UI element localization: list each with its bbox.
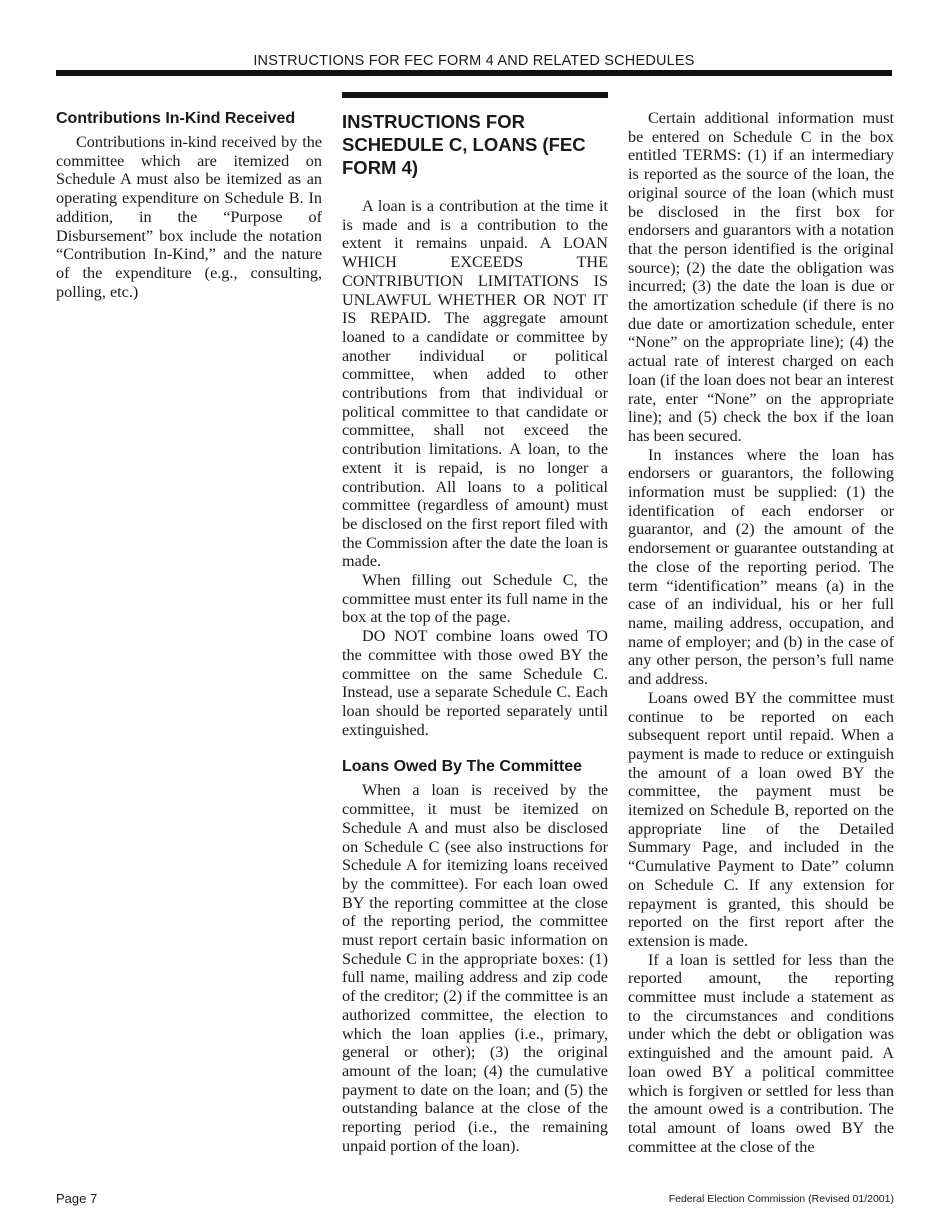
- section-rule: [342, 92, 608, 98]
- paragraph: In instances where the loan has endorsers or guarantors, the following information must be supplied: (1) the identification of each endorser or guarantor, and (2) the amount of the endorsement or guarantee outstanding at the close of the reporting period. The term “identification” means (a) in the case of an individual, his or her full name, mailing address, occupation, and name of employer; and (b) in the case of any other person, the person’s full name and address.: [628, 445, 894, 689]
- footer-agency: Federal Election Commission (Revised 01/2001): [668, 1193, 894, 1205]
- section-title: INSTRUCTIONS FOR SCHEDULE C, LOANS (FEC FORM 4): [342, 111, 586, 178]
- heading-contributions-in-kind: Contributions In-Kind Received: [56, 110, 296, 127]
- paragraph: If a loan is settled for less than the reported amount, the reporting committee must include a statement as to the circumstances and conditions under which the debt or obligation was extinguished and the amount paid. A loan owed BY a political committee which is forgiven or settled for less than the amount owed is a contribution. The total amount of loans owed BY the committee at the close of the: [628, 950, 894, 1156]
- heading-loans-owed: Loans Owed By The Committee: [342, 758, 583, 776]
- paragraph: Certain additional information must be entered on Schedule C in the box entitled TERMS: (1) if an intermediary is reported as the source of the loan, the original source of the loan (which must be disclosed in the first box for endorsers and guarantors with a notation that the person identified is the original source); (2) the date the obligation was incurred; (3) the date the loan is due or the amortization schedule (if there is no due date or amortization schedule, enter “None” on the appropriate line); (4) the actual rate of interest charged on each loan (if the loan does not bear an interest rate, enter “None” on the appropriate line); and (5) check the box if the loan has been secured.: [628, 109, 894, 445]
- header-rule: [56, 70, 892, 76]
- column-middle: [342, 92, 608, 1155]
- paragraph: Loans owed BY the committee must continue to be reported on each subsequent report until repaid. When a payment is made to reduce or extinguish the amount of a loan owed BY the committee, the payment must be itemized on Schedule B, reported on the appropriate line of the Detailed Summary Page, and included in the “Cumulative Payment to Date” column on Schedule C. If any extension for repayment is granted, this should be reported on the first report after the extension is made.: [628, 688, 894, 950]
- column-right: [628, 109, 894, 1156]
- paragraph: When a loan is received by the committee, it must be itemized on Schedule A and must also be disclosed on Schedule C (see also instructions for Schedule A for itemizing loans received by the committee). For each loan owed BY the reporting committee at the close of the reporting period, the committee must report certain basic information on Schedule C in the appropriate boxes: (1) full name, mailing address and zip code of the creditor; (2) if the committee is an authorized committee, the election to which the loan applies (i.e., primary, general or other); (3) the original amount of the loan; (4) the cumulative payment to date on the loan; and (5) the outstanding balance at the close of the reporting period (i.e., the remaining unpaid portion of the loan).: [342, 781, 608, 1155]
- column-left: [56, 109, 322, 301]
- page-number: Page 7: [56, 1191, 98, 1206]
- paragraph: Contributions in-kind received by the committee which are itemized on Schedule A must also be itemized as an operating expenditure on Schedule B. In addition, in the “Purpose of Disbursement” box include the notation “Contribution In-Kind,” and the nature of the expenditure (e.g., consulting, polling, etc.): [56, 133, 322, 301]
- paragraph: A loan is a contribution at the time it is made and is a contribution to the extent it remains unpaid. A LOAN WHICH EXCEEDS THE CONTRIBUTION LIMITATIONS IS UNLAWFUL WHETHER OR NOT IT IS REPAID. The aggregate amount loaned to a candidate or committee by another individual or political committee, when added to other contributions from that individual or political committee to that candidate or committee, shall not exceed the contribution limitations. A loan, to the extent it is repaid, is no longer a contribution. All loans to a political committee (regardless of amount) must be disclosed on the first report filed with the Commission after the date the loan is made.: [342, 197, 608, 571]
- running-header: INSTRUCTIONS FOR FEC FORM 4 AND RELATED SCHEDULES: [253, 53, 695, 69]
- paragraph: DO NOT combine loans owed TO the committee with those owed BY the committee on the same Schedule C. Instead, use a separate Schedule C. Each loan should be reported separately until extinguished.: [342, 627, 608, 739]
- paragraph: When filling out Schedule C, the committee must enter its full name in the box at the top of the page.: [342, 571, 608, 627]
